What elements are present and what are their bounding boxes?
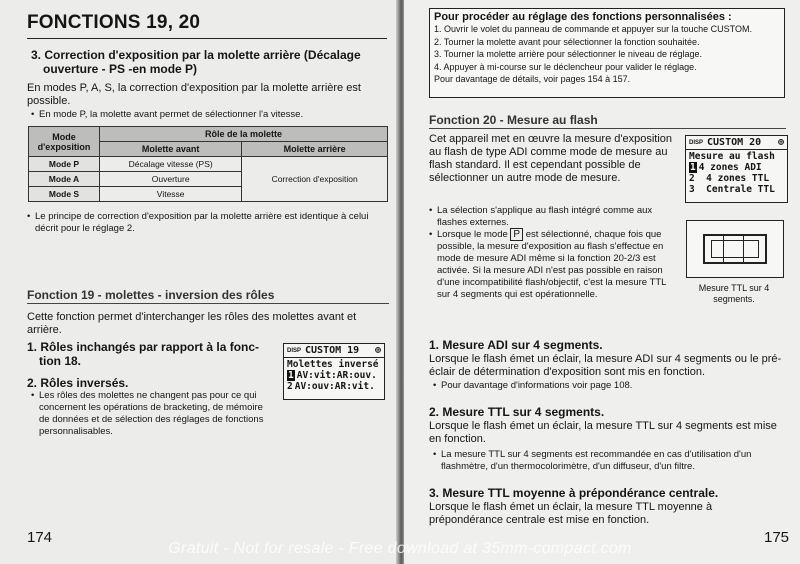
right-page — [404, 0, 800, 564]
list-item: • La mesure TTL sur 4 segments est recommandée en cas d'utilisation d'un flashmètre, d'un thermocolorimètre, d'un diffuseur, d'un filtre. — [433, 449, 783, 473]
list-item: • Lorsque le mode P est sélectionné, chaque fois que possible, la mesure d'exposition au flash s'effectue en mode de mesure ADI même si la fonction 20-2/3 est activée. Si la mesure ADI n'est pas possible en raison d'une incompatibilité flash/objectif, c'est la mesure TTL sur 4 segments qui est opérationnelle. — [429, 229, 679, 301]
table-row: Mode A Ouverture — [29, 172, 388, 187]
list-item: 4. Appuyer à mi-course sur le déclencheur pour valider le réglage. — [434, 61, 697, 72]
list-item: 2. Tourner la molette avant pour sélectionner la fonction souhaitée. — [434, 36, 700, 47]
lcd-line: Mesure au flash — [689, 151, 775, 162]
custom19-lcd — [283, 343, 385, 400]
item3-text: Lorsque le flash émet un éclair, la mesure TTL moyenne à prépondérance centrale est mise en fonction. — [429, 501, 713, 526]
function19-bullets — [31, 390, 266, 438]
target-icon: ⊕ — [374, 345, 381, 356]
page-number: 175 — [764, 529, 790, 546]
table-header-rear: Molette arrière — [242, 142, 388, 157]
table-row: Mode P Décalage vitesse (PS) Correction d'exposition — [29, 157, 388, 172]
item2-text: Lorsque le flash émet un éclair, la mesure TTL sur 4 segments est mise en fonction. — [429, 420, 777, 445]
lcd-option: 1 4 zones ADI — [690, 162, 762, 173]
disp-label: DISP — [689, 139, 704, 146]
procedure-steps — [430, 23, 784, 86]
procedure-footer: Pour davantage de détails, voir pages 154 à 157. — [434, 74, 631, 84]
lcd-line: Molettes inversé — [287, 359, 379, 370]
procedure-heading: Pour procéder au réglage des fonctions personnalisées : — [434, 11, 732, 23]
watermark: Gratuit - Not for resale - Free download at 35mm-compact.com — [168, 540, 632, 557]
table-header-role: Rôle de la molette — [100, 127, 388, 142]
dial-role-table — [28, 126, 388, 202]
table-header-mode: Mode d'exposition — [29, 127, 100, 157]
list-item: • Pour davantage d'informations voir page 108. — [433, 380, 783, 392]
page-title: FONCTIONS 19, 20 — [27, 12, 201, 33]
procedure-box — [429, 8, 785, 98]
target-icon: ⊕ — [777, 137, 784, 148]
list-item: 1. Ouvrir le volet du panneau de commande et appuyer sur la touche CUSTOM. — [434, 24, 753, 34]
function19-option1: 1. Rôles inchangés par rapport à la fonc- tion 18. — [27, 340, 260, 368]
lcd-title: CUSTOM 20 — [707, 137, 762, 148]
note — [27, 211, 377, 235]
function20-heading: Fonction 20 - Mesure au flash — [429, 113, 598, 127]
frame-outline — [703, 234, 767, 264]
list-item: 3. Tourner la molette arrière pour sélectionner le niveau de réglage. — [434, 49, 702, 59]
item1-heading: 1. Mesure ADI sur 4 segments. — [429, 338, 603, 352]
lcd-option: 3 Centrale TTL — [689, 184, 775, 195]
list-item: • Le principe de correction d'exposition par la molette arrière est identique à celui décrit pour le réglage 2. — [27, 211, 377, 235]
table-row: Mode S Vitesse — [29, 187, 388, 202]
function19-option2: 2. Rôles inversés. — [27, 376, 129, 390]
program-mode-symbol: P — [510, 228, 523, 241]
lcd-option: 1 AV:vit:AR:ouv. — [288, 370, 377, 381]
list-item: • En mode P, la molette avant permet de sélectionner l'a vitesse. — [31, 109, 386, 121]
rear-dial-value: Correction d'exposition — [242, 157, 388, 202]
section3-paragraph: En modes P, A, S, la correction d'exposition par la molette arrière est possible. — [27, 82, 361, 107]
lcd-option: 2 4 zones TTL — [689, 173, 770, 184]
metering-pattern-diagram — [686, 220, 784, 278]
item2-bullets — [433, 449, 783, 473]
lcd-option: 2 AV:ouv:AR:vit. — [287, 381, 375, 392]
item3-heading: 3. Mesure TTL moyenne à prépondérance centrale. — [429, 486, 719, 500]
function20-intro: Cet appareil met en œuvre la mesure d'exposition au flash de type ADI comme mode de mesure au flash standard. Il est cependant possible de sélectionner un autre mode de mesure. — [429, 133, 672, 184]
list-item: • Les rôles des molettes ne changent pas pour ce qui concernent les opérations de bracketing, de mémoire de données et de sélection des réglages de fonctions personnalisables. — [31, 390, 266, 438]
function20-bullets — [429, 205, 679, 301]
item1-text: Lorsque le flash émet un éclair, la mesure ADI sur 4 segments ou le pré-éclair de détermination d'exposition sont mis en fonction. — [429, 353, 782, 378]
disp-label: DISP — [287, 347, 302, 354]
page-number: 174 — [27, 529, 53, 546]
list-item: • La sélection s'applique au flash intégré comme aux flashes externes. — [429, 205, 679, 229]
section3-heading: 3. Correction d'exposition par la molette arrière (Décalage ouverture - PS -en mode P) — [31, 48, 361, 76]
diagram-caption: Mesure TTL sur 4 segments. — [698, 283, 770, 304]
lcd-title: CUSTOM 19 — [305, 345, 360, 356]
function19-heading: Fonction 19 - molettes - inversion des rôles — [27, 288, 275, 302]
item1-bullets — [433, 380, 783, 392]
custom20-lcd — [685, 135, 788, 203]
section3-bullets — [31, 109, 386, 121]
function19-intro: Cette fonction permet d'interchanger les rôles des molettes avant et arrière. — [27, 311, 357, 336]
item2-heading: 2. Mesure TTL sur 4 segments. — [429, 405, 605, 419]
left-page — [0, 0, 398, 564]
table-header-front: Molette avant — [100, 142, 242, 157]
